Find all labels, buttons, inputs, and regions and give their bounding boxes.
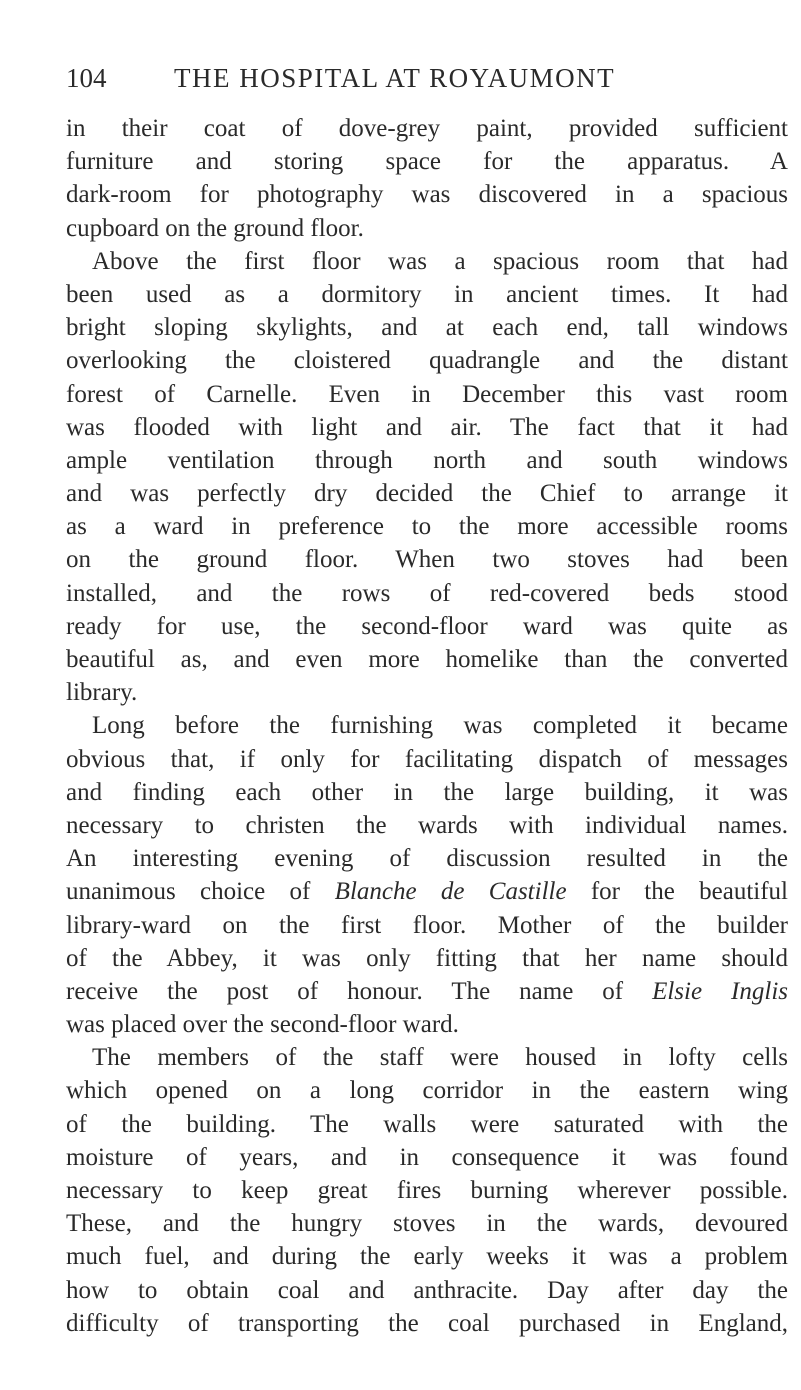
ward-name-blanche-de-castille: Blanche de Castille — [334, 878, 567, 906]
text-line: moisture of years, and in consequence it was found — [66, 1143, 788, 1171]
text-line: ample ventilation through north and south windows — [66, 446, 788, 474]
paragraph-start-line: Long before the furnishing was completed it became — [92, 712, 788, 740]
text-segment: for the beautiful — [590, 878, 788, 906]
text-line: which opened on a long corridor in the eastern wing — [66, 1077, 788, 1105]
text-line: overlooking the cloistered quadrangle and the distant — [66, 347, 788, 375]
text-line — [66, 875, 788, 908]
text-line: necessary to keep great fires burning wherever possible. — [66, 1177, 788, 1204]
text-line: bright sloping skylights, and at each end, tall windows — [66, 314, 788, 342]
text-line — [66, 975, 788, 1008]
text-line: beautiful as, and even more homelike than the converted — [66, 646, 788, 673]
text-line: on the ground floor. When two stoves had been — [66, 546, 788, 574]
text-line: installed, and the rows of red-covered beds stood — [66, 579, 788, 607]
text-line: forest of Carnelle. Even in December this vast room — [66, 380, 788, 408]
text-line: of the building. The walls were saturated with the — [66, 1110, 788, 1138]
text-line: much fuel, and during the early weeks it was a problem — [66, 1243, 788, 1271]
page-number: 104 — [66, 63, 107, 93]
paragraph-start-line: Above the first floor was a spacious room that had — [92, 247, 788, 275]
text-line: cupboard on the ground floor. — [66, 214, 364, 242]
running-head — [66, 56, 788, 100]
text-line: been used as a dormitory in ancient times. It had — [66, 280, 788, 308]
text-line: library-ward on the first floor. Mother of the builder — [66, 911, 788, 939]
text-line: in their coat of dove-grey paint, provided sufficient — [66, 115, 788, 142]
text-line: how to obtain coal and anthracite. Day after day the — [66, 1276, 788, 1304]
book-page — [66, 56, 788, 1340]
text-line: ready for use, the second-floor ward was quite as — [66, 612, 788, 640]
text-segment: receive the post of honour. The name of — [66, 977, 624, 1005]
paragraph-start-line: The members of the staff were housed in lofty cells — [92, 1044, 788, 1072]
text-line: was placed over the second-floor ward. — [66, 1011, 459, 1039]
ward-name-elsie-inglis: Elsie Inglis — [652, 977, 789, 1005]
text-line: An interesting evening of discussion resulted in the — [66, 845, 788, 873]
text-line: dark-room for photography was discovered in a spacious — [66, 181, 788, 209]
text-line: and finding each other in the large building, it was — [66, 778, 788, 806]
text-segment: unanimous choice of — [66, 878, 311, 906]
text-line: was flooded with light and air. The fact that it had — [66, 413, 788, 441]
body-text — [66, 112, 788, 1340]
text-line: These, and the hungry stoves in the wards, devoured — [66, 1210, 788, 1238]
text-line: of the Abbey, it was only fitting that her name should — [66, 944, 788, 972]
text-line: furniture and storing space for the apparatus. A — [66, 148, 788, 176]
text-line: and was perfectly dry decided the Chief to arrange it — [66, 480, 788, 508]
text-line: necessary to christen the wards with individual names. — [66, 811, 788, 839]
text-line: as a ward in preference to the more accessible rooms — [66, 513, 788, 541]
text-line: library. — [66, 679, 138, 707]
running-title: THE HOSPITAL AT ROYAUMONT — [174, 63, 616, 93]
text-line: difficulty of transporting the coal purchased in England, — [66, 1309, 788, 1337]
text-line: obvious that, if only for facilitating dispatch of messages — [66, 745, 788, 773]
